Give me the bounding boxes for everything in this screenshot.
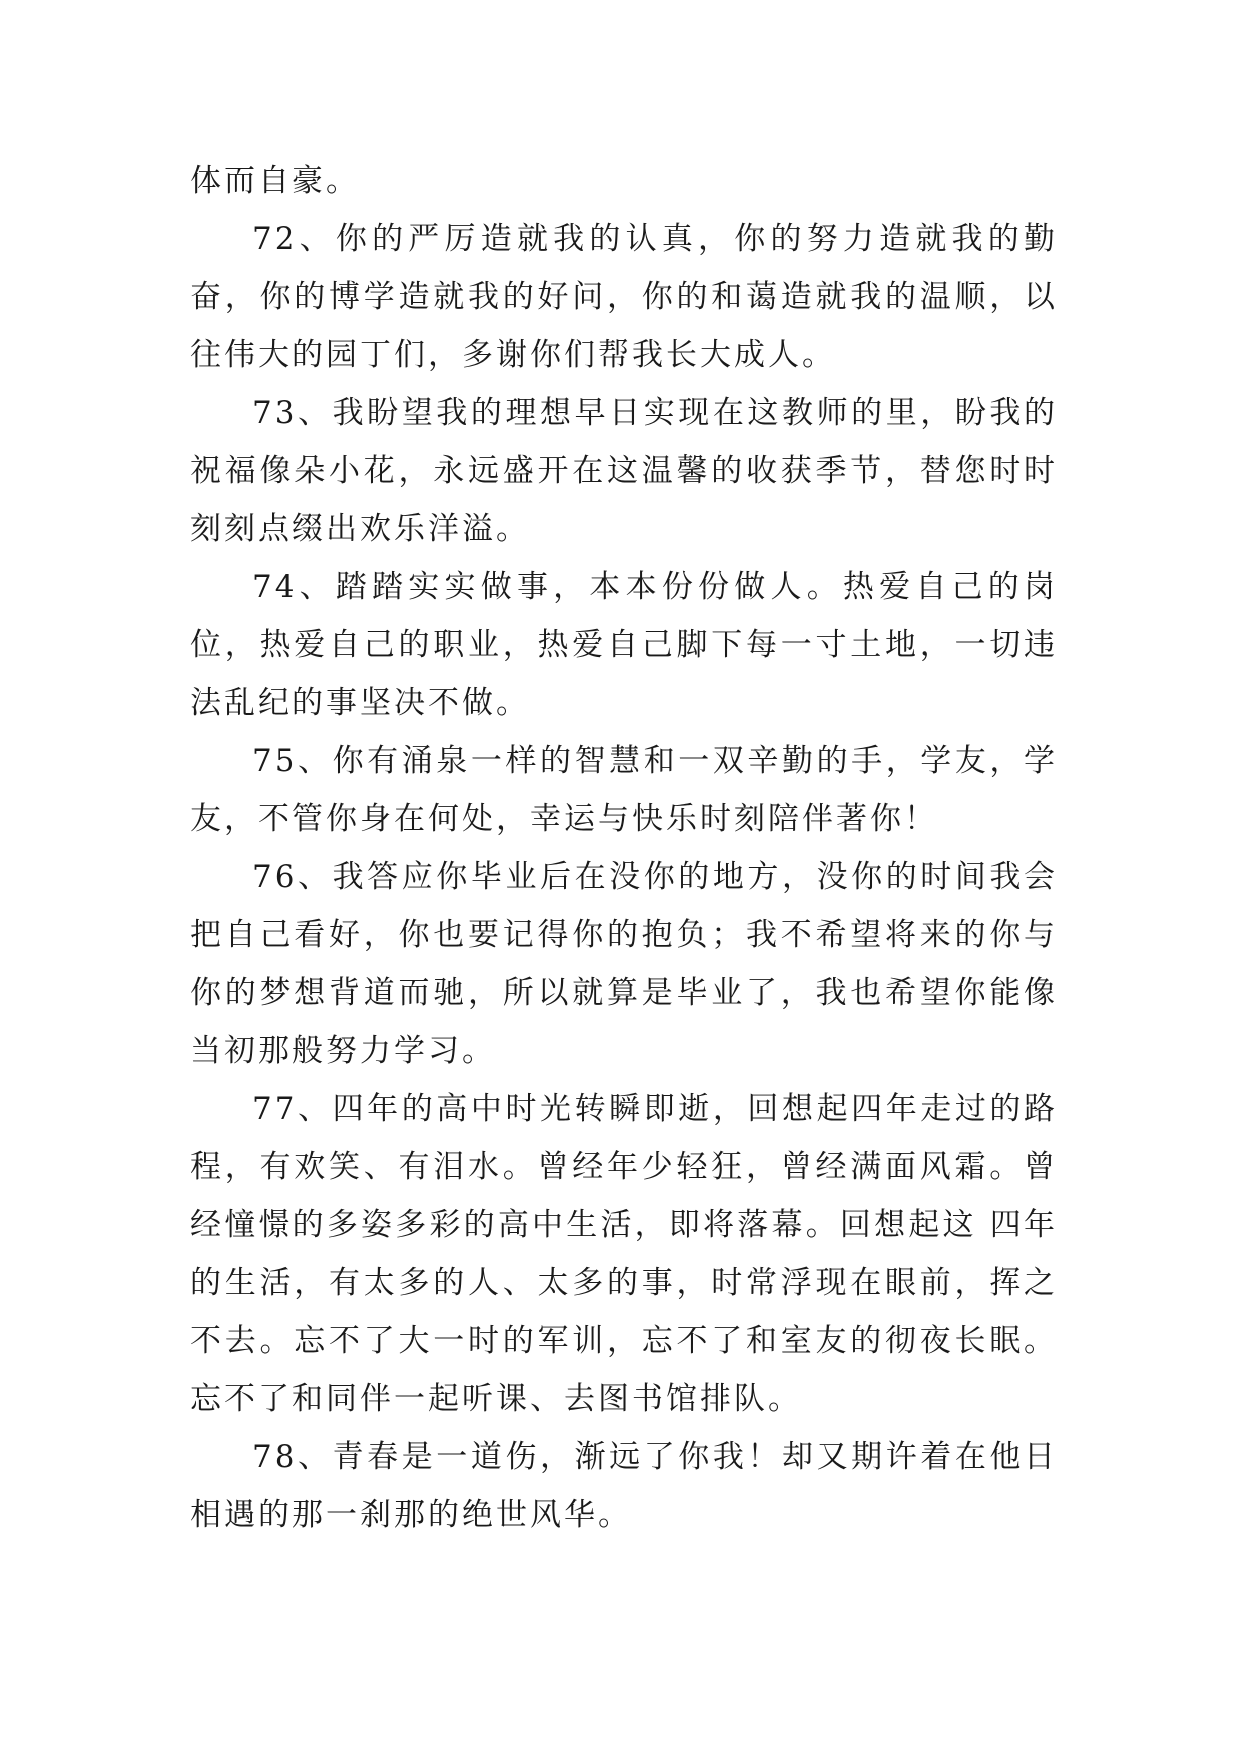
paragraph-72: 72、你的严厉造就我的认真，你的努力造就我的勤奋，你的博学造就我的好问，你的和蔼造就我的温顺，以往伟大的园丁们，多谢你们帮我长大成人。 xyxy=(190,221,1058,373)
paragraph-77: 77、四年的高中时光转瞬即逝，回想起四年走过的路程，有欢笑、有泪水。曾经年少轻狂，曾经满面风霜。曾经憧憬的多姿多彩的高中生活，即将落幕。回想起这 四年的生活，有太多的人、太多的事，时常浮现在眼前，挥之不去。忘不了大一时的军训，忘不了和室友的彻夜长眠。忘不了和同伴一起听课、去图书馆排队。 xyxy=(190,1091,1058,1417)
paragraph-75: 75、你有涌泉一样的智慧和一双辛勤的手，学友，学友，不管你身在何处，幸运与快乐时刻陪伴著你！ xyxy=(190,743,1058,837)
paragraph-73: 73、我盼望我的理想早日实现在这教师的里，盼我的祝福像朵小花，永远盛开在这温馨的收获季节，替您时时刻刻点缀出欢乐洋溢。 xyxy=(190,395,1058,547)
paragraph-74: 74、踏踏实实做事，本本份份做人。热爱自己的岗位，热爱自己的职业，热爱自己脚下每一寸土地，一切违法乱纪的事坚决不做。 xyxy=(190,569,1058,721)
paragraph-continuation: 体而自豪。 xyxy=(190,163,360,199)
document-body xyxy=(190,152,1058,1544)
paragraph-76: 76、我答应你毕业后在没你的地方，没你的时间我会把自己看好，你也要记得你的抱负；我不希望将来的你与你的梦想背道而驰，所以就算是毕业了，我也希望你能像当初那般努力学习。 xyxy=(190,859,1058,1069)
paragraph-78: 78、青春是一道伤，渐远了你我！却又期许着在他日相遇的那一刹那的绝世风华。 xyxy=(190,1439,1058,1533)
